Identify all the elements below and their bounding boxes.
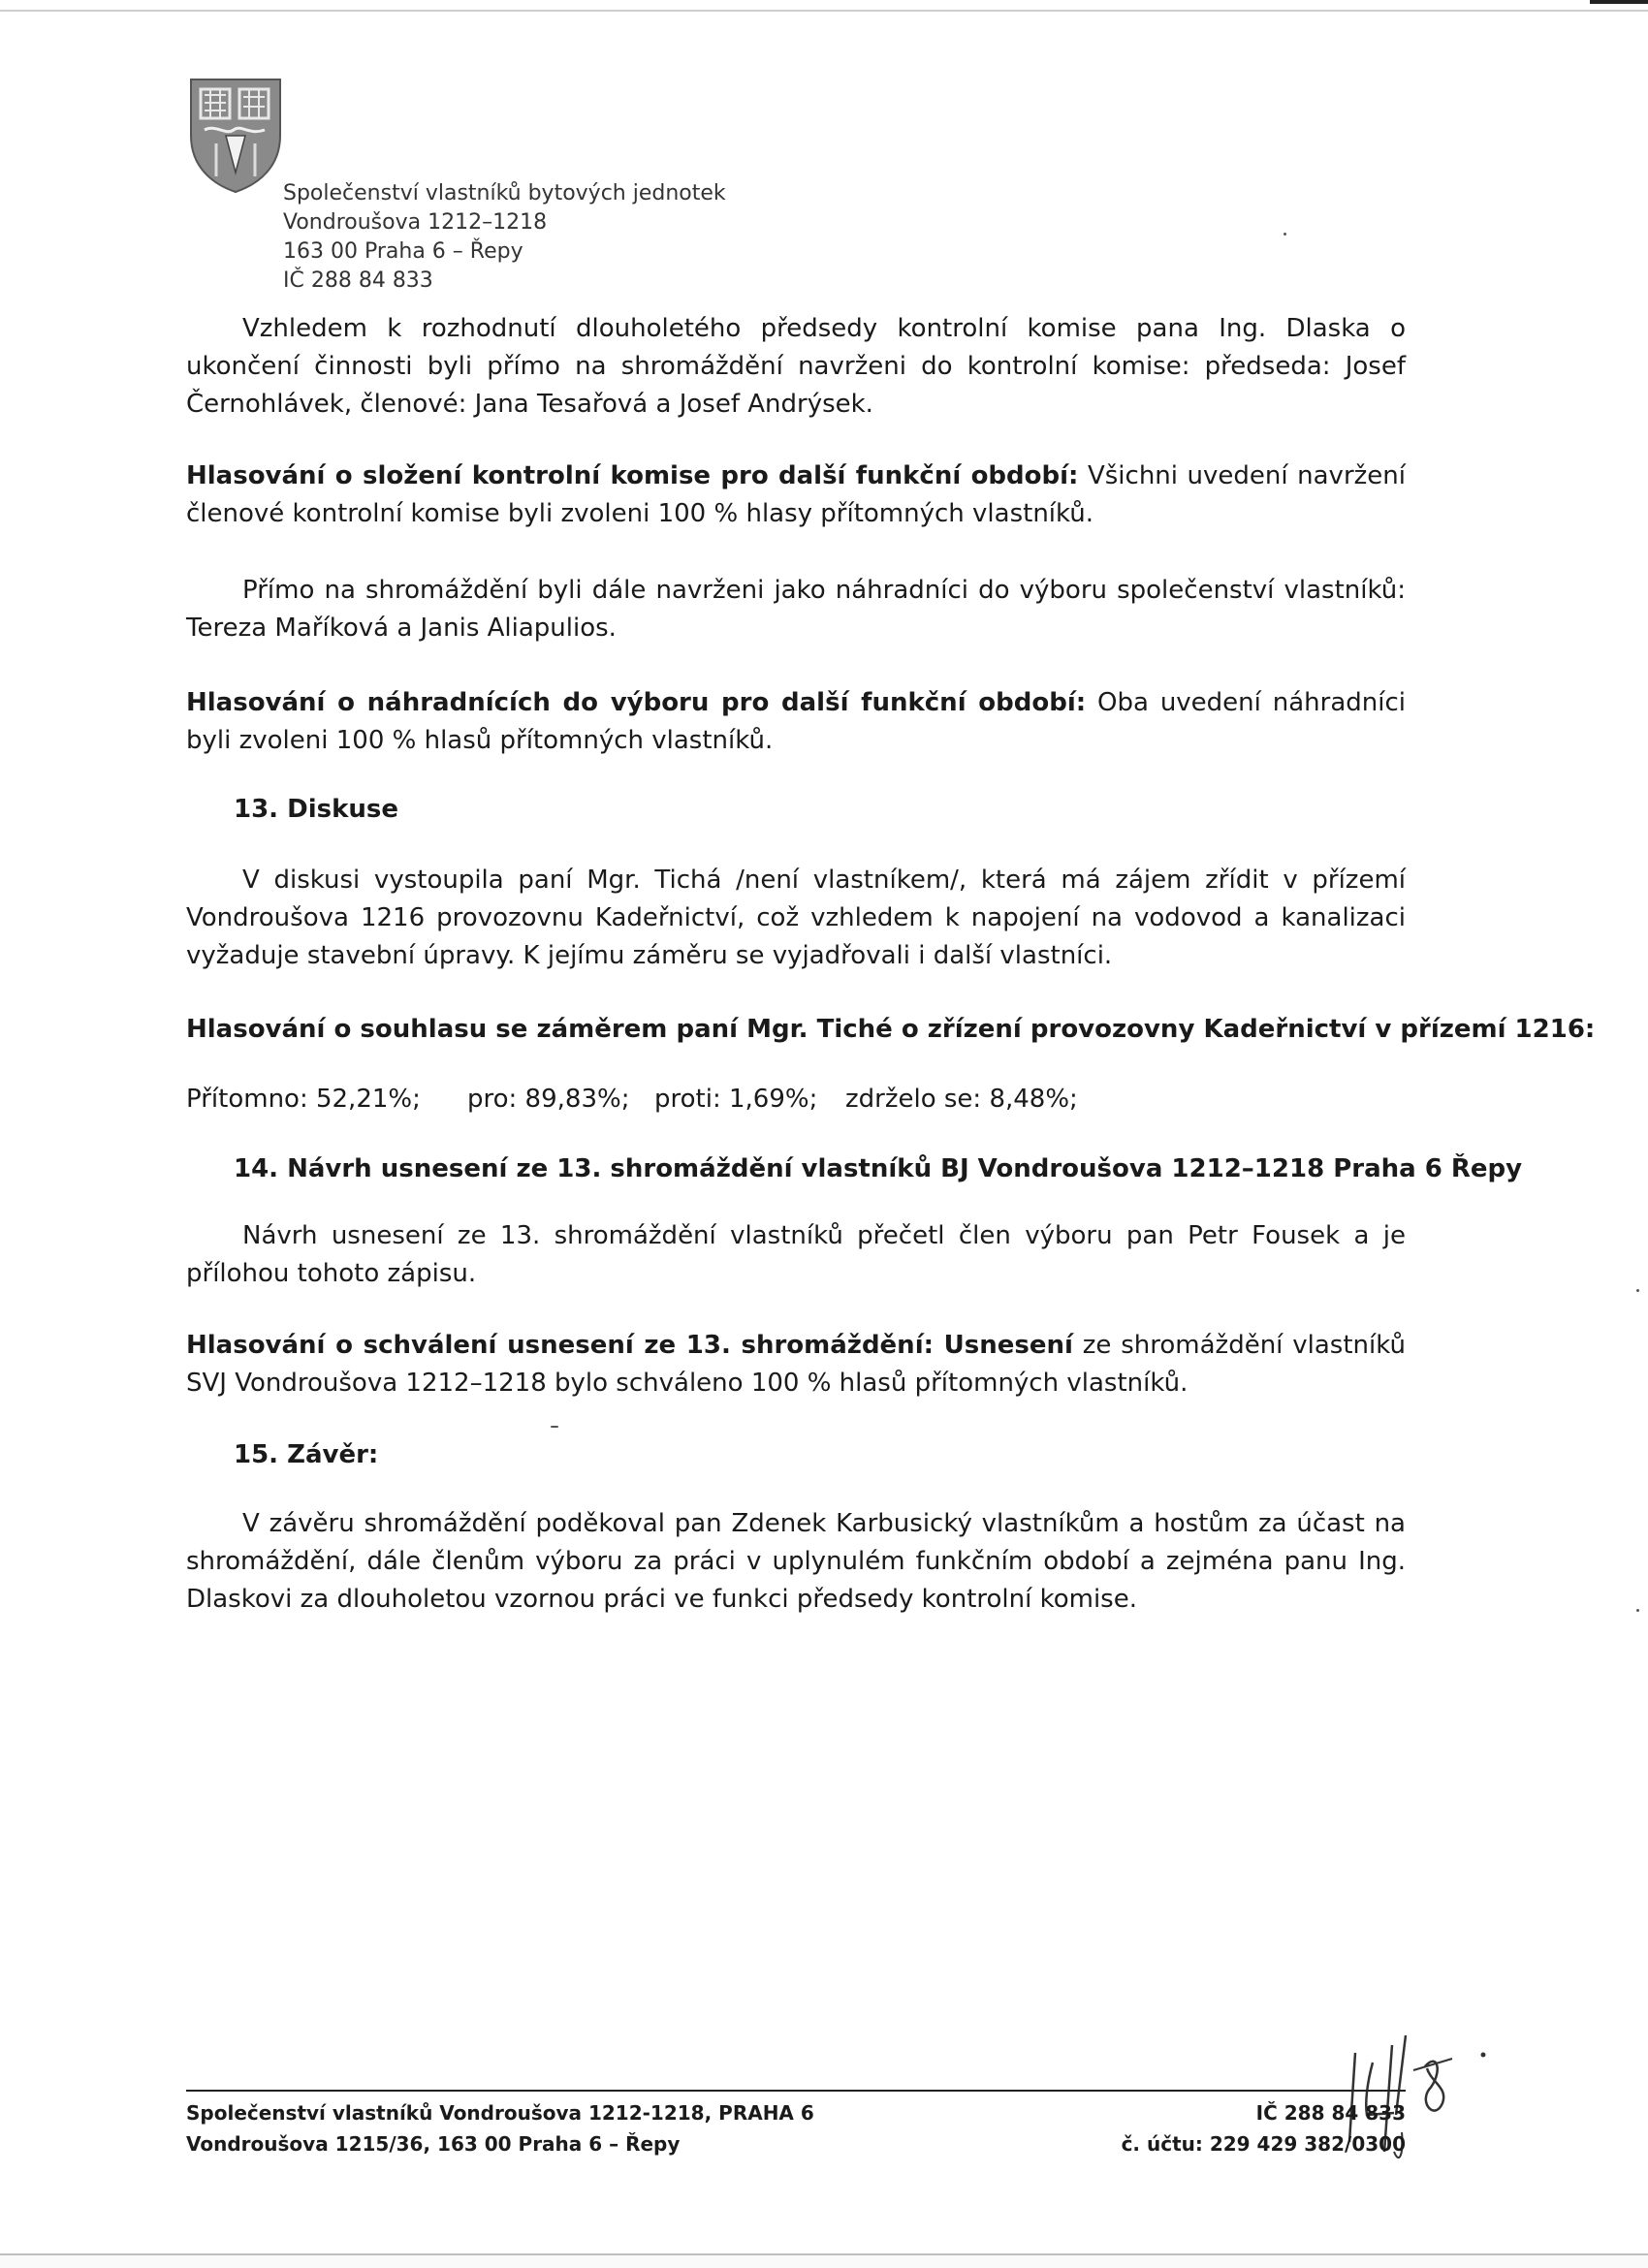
vote-resolution-text: ze shromáždění vlastníků SVJ Vondroušova 1212–1218 bylo schváleno 100 % hlasů přítomných vlastníků. — [186, 1331, 1406, 1398]
scan-mark-top-right — [1590, 0, 1648, 4]
vote-hairdresser-label-text: Hlasování o souhlasu se záměrem paní Mgr. Tiché o zřízení provozovny Kadeřnictví v přízemí 1216: — [186, 1015, 1596, 1044]
vote-for: pro: 89,83%; — [467, 1085, 630, 1114]
paragraph-vote-committee — [186, 457, 1406, 533]
paragraph-resolution-draft: Návrh usnesení ze 13. shromáždění vlastníků přečetl člen výboru pan Petr Fousek a je přílohou tohoto zápisu. — [186, 1221, 1406, 1288]
footer-account: č. účtu: 229 429 382/0300 — [1121, 2132, 1406, 2156]
paragraph-vote-resolution — [186, 1327, 1406, 1402]
vote-substitutes-label: Hlasování o náhradnících do výboru pro další funkční období: — [186, 688, 1087, 717]
paragraph-discussion: V diskusi vystoupila paní Mgr. Tichá /není vlastníkem/, která má zájem zřídit v přízemí Vondroušova 1216 provozovnu Kadeřnictví, což vzhledem k napojení na vodovod a kanalizaci vyžaduje stavební úpravy. K jejímu záměru se vyjadřovali i další vlastníci. — [186, 866, 1406, 970]
paragraph-substitutes: Přímo na shromáždění byli dále navrženi jako náhradníci do výboru společenství vlastníků: Tereza Maříková a Janis Aliapulios. — [186, 576, 1406, 643]
org-name: Společenství vlastníků bytových jednotek — [283, 181, 726, 205]
paragraph-control-committee: Vzhledem k rozhodnutí dlouholetého předsedy kontrolní komise pana Ing. Dlaska o ukončení činnosti byli přímo na shromáždění navrženi do kontrolní komise: předseda: Josef Černohlávek, členové: Jana Tesařová a Josef Andrýsek. — [186, 314, 1406, 419]
vote-hairdresser-label — [186, 1011, 1596, 1049]
footer-ids — [1122, 2097, 1406, 2159]
paragraph-conclusion: V závěru shromáždění poděkoval pan Zdenek Karbusický vlastníkům a hostům za účast na shromáždění, dále členům výboru za práci v uplynulém funkčním období a zejména panu Ing. Dlaskovi za dlouholetou vzornou práci ve funkci předsedy kontrolní komise. — [186, 1509, 1406, 1614]
footer-org-line: Společenství vlastníků Vondroušova 1212-1218, PRAHA 6 — [186, 2101, 814, 2125]
vote-committee-label: Hlasování o složení kontrolní komise pro další funkční období: — [186, 461, 1079, 490]
sender-address-block — [283, 179, 726, 296]
vote-results-row — [186, 1081, 1078, 1118]
heading-discussion: 13. Diskuse — [234, 795, 398, 824]
scan-speck — [1284, 233, 1286, 236]
heading-resolution-draft: 14. Návrh usnesení ze 13. shromáždění vlastníků BJ Vondroušova 1212–1218 Praha 6 Řepy — [234, 1154, 1523, 1183]
vote-present: Přítomno: 52,21%; — [186, 1085, 421, 1114]
vote-against: proti: 1,69%; — [654, 1085, 818, 1114]
scan-speck — [551, 1426, 558, 1428]
scan-speck — [1636, 1609, 1639, 1612]
footer-street-line: Vondroušova 1215/36, 163 00 Praha 6 – Řepy — [186, 2132, 681, 2156]
vote-substitutes-text: Oba uvedení náhradníci byli zvoleni 100 % hlasů přítomných vlastníků. — [186, 688, 1407, 755]
footer-divider — [186, 2090, 1406, 2092]
paragraph-vote-substitutes — [186, 684, 1406, 760]
coat-of-arms-logo — [187, 76, 284, 194]
scan-speck — [1636, 1289, 1639, 1292]
footer-address — [186, 2097, 814, 2159]
footer-ico: IČ 288 84 833 — [1255, 2101, 1406, 2125]
heading-conclusion: 15. Závěr: — [234, 1440, 379, 1469]
org-ico: IČ 288 84 833 — [283, 268, 433, 293]
scan-edge-top — [0, 0, 1648, 12]
vote-abstain: zdrželo se: 8,48%; — [845, 1085, 1078, 1114]
vote-resolution-label: Hlasování o schválení usnesení ze 13. shromáždění: Usnesení — [186, 1331, 1073, 1360]
vote-committee-text: Všichni uvedení navržení členové kontrolní komise byli zvoleni 100 % hlasy přítomných vlastníků. — [186, 461, 1406, 528]
org-city: 163 00 Praha 6 – Řepy — [283, 239, 523, 264]
org-street: Vondroušova 1212–1218 — [283, 210, 548, 235]
